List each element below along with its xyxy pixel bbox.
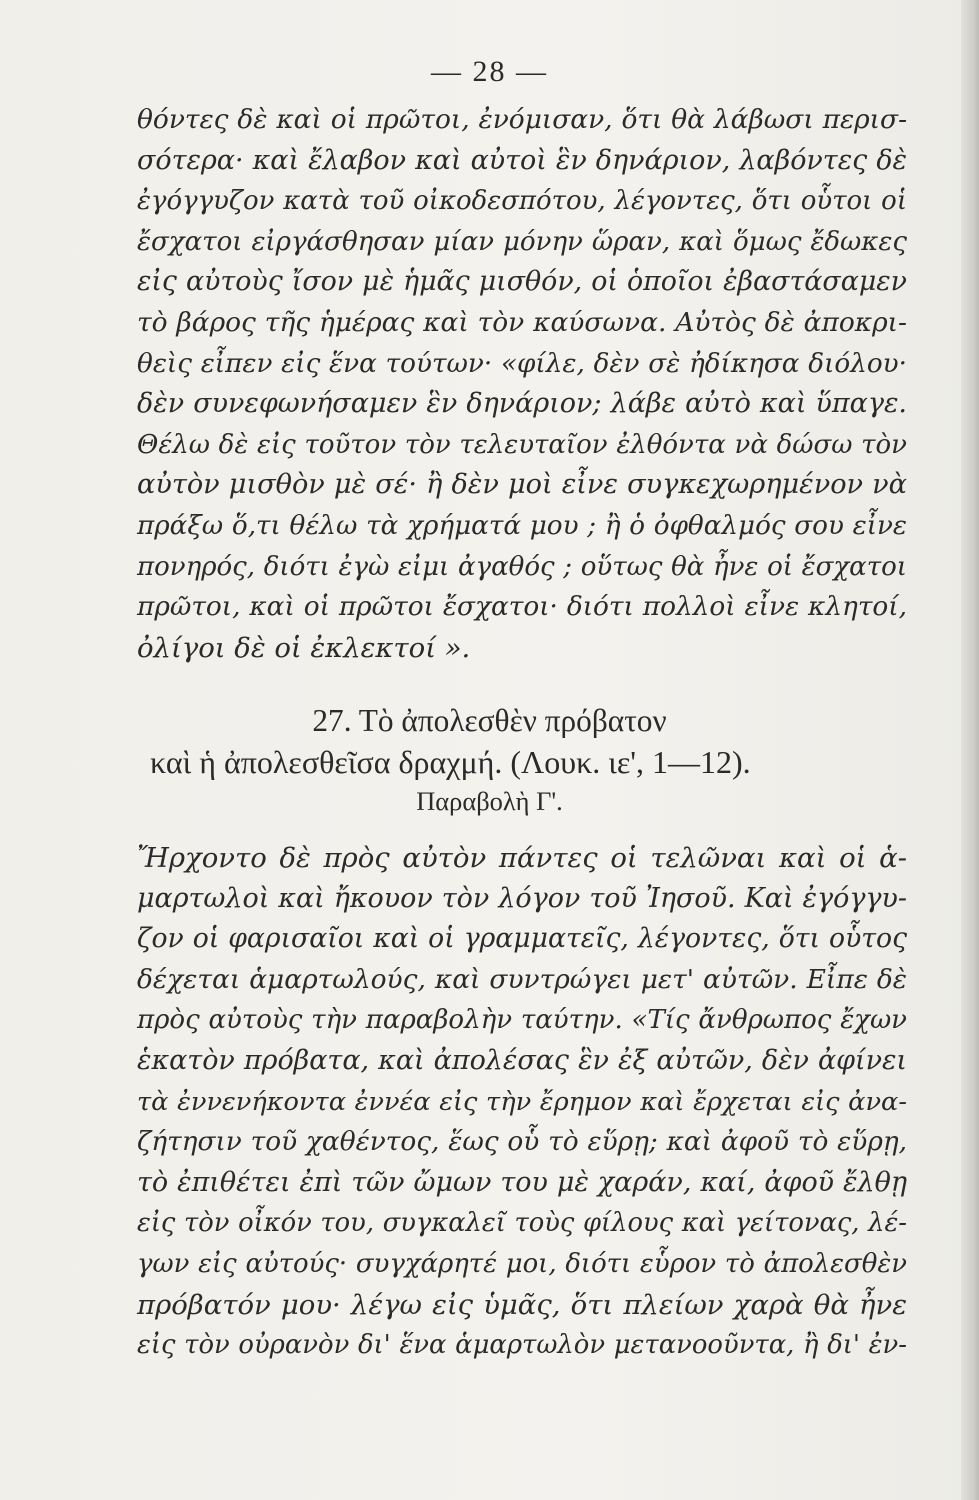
paragraph-continued [137, 100, 907, 668]
text-line: πράξω ὅ,τι θέλω τὰ χρήματά μου ; ἢ ὁ ὀφθαλμός σου εἶνε [137, 510, 907, 541]
text-line: αὐτὸν μισθὸν μὲ σέ· ἢ δὲν μοὶ εἶνε συγκεχωρημένον νὰ [137, 469, 907, 501]
text-line: τὸ βάρος τῆς ἡμέρας καὶ τὸν καύσωνα. Αὐτὸς δὲ ἀποκρι- [137, 306, 907, 338]
text-line: πρόβατόν μου· λέγω εἰς ὑμᾶς, ὅτι πλείων χαρὰ θὰ ἦνε [137, 1288, 907, 1321]
text-line: εἰς τὸν οὐρανὸν δι' ἕνα ἁμαρτωλὸν μετανοοῦντα, ἢ δι' ἐν- [137, 1330, 907, 1361]
paragraph-parable [137, 838, 907, 1366]
text-line: εἰς αὐτοὺς ἴσον μὲ ἡμᾶς μισθόν, οἱ ὁποῖοι ἐβαστάσαμεν [137, 266, 907, 298]
section-heading-continued: καὶ ἡ ἀπολεσθεῖσα δραχμή. (Λουκ. ιε', 1—12). [150, 744, 751, 780]
text-line: Θέλω δὲ εἰς τοῦτον τὸν τελευταῖον ἐλθόντα νὰ δώσω τὸν [137, 429, 907, 460]
text-line: ἔσχατοι εἰργάσθησαν μίαν μόνην ὥραν, καὶ ὅμως ἔδωκες [137, 226, 907, 257]
page-number: — 28 — [431, 55, 548, 88]
text-line: ἐγόγγυζον κατὰ τοῦ οἰκοδεσπότου, λέγοντες, ὅτι οὗτοι οἱ [137, 186, 907, 217]
text-line: γων εἰς αὐτούς· συγχάρητέ μοι, διότι εὗρον τὸ ἀπολεσθὲν [137, 1248, 907, 1279]
text-line: πονηρός, διότι ἐγὼ εἰμι ἀγαθός ; οὕτως θὰ ἦνε οἱ ἔσχατοι [137, 551, 907, 582]
text-line: θόντες δὲ καὶ οἱ πρῶτοι, ἐνόμισαν, ὅτι θὰ λάβωσι περισ- [137, 104, 907, 135]
text-line: δὲν συνεφωνήσαμεν ἓν δηνάριον; λάβε αὐτὸ καὶ ὕπαγε. [137, 388, 907, 420]
page-spine-shadow [961, 0, 979, 1500]
text-line: σότερα· καὶ ἔλαβον καὶ αὐτοὶ ἓν δηνάριον, λαβόντες δὲ [137, 144, 907, 176]
text-line: Ἤρχοντο δὲ πρὸς αὐτὸν πάντες οἱ τελῶναι καὶ οἱ ἁ- [137, 842, 907, 874]
section-heading: 27. Τὸ ἀπολεσθὲν πρόβατον [312, 703, 667, 738]
text-line: πρῶτοι, καὶ οἱ πρῶτοι ἔσχατοι· διότι πολλοὶ εἶνε κλητοί, [137, 592, 907, 623]
text-line: ἑκατὸν πρόβατα, καὶ ἀπολέσας ἓν ἐξ αὐτῶν, δὲν ἀφίνει [137, 1044, 907, 1076]
text-line: ζήτησιν τοῦ χαθέντος, ἕως οὗ τὸ εὕρῃ; καὶ ἀφοῦ τὸ εὕρῃ, [137, 1127, 907, 1158]
text-line: τὰ ἐννενήκοντα ἐννέα εἰς τὴν ἔρημον καὶ ἔρχεται εἰς ἀνα- [137, 1086, 907, 1117]
text-line: θεὶς εἶπεν εἰς ἕνα τούτων· «φίλε, δὲν σὲ ἠδίκησα διόλου· [137, 348, 907, 379]
text-line: τὸ ἐπιθέτει ἐπὶ τῶν ὤμων του μὲ χαράν, καί, ἀφοῦ ἔλθῃ [137, 1166, 907, 1198]
text-line: δέχεται ἁμαρτωλούς, καὶ συντρώγει μετ' αὐτῶν. Εἶπε δὲ [137, 963, 907, 995]
text-line: ζον οἱ φαρισαῖοι καὶ οἱ γραμματεῖς, λέγοντες, ὅτι οὗτος [137, 923, 907, 955]
text-line: ὀλίγοι δὲ οἱ ἐκλεκτοί ». [137, 631, 471, 664]
section-subheading: Παραβολὴ Γ'. [416, 786, 563, 816]
text-line: εἰς τὸν οἶκόν του, συγκαλεῖ τοὺς φίλους καὶ γείτονας, λέ- [137, 1208, 907, 1239]
text-line: μαρτωλοὶ καὶ ἤκουον τὸν λόγον τοῦ Ἰησοῦ. Καὶ ἐγόγγυ- [137, 882, 907, 914]
text-line: πρὸς αὐτοὺς τὴν παραβολὴν ταύτην. «Τίς ἄνθρωπος ἔχων [137, 1005, 907, 1036]
